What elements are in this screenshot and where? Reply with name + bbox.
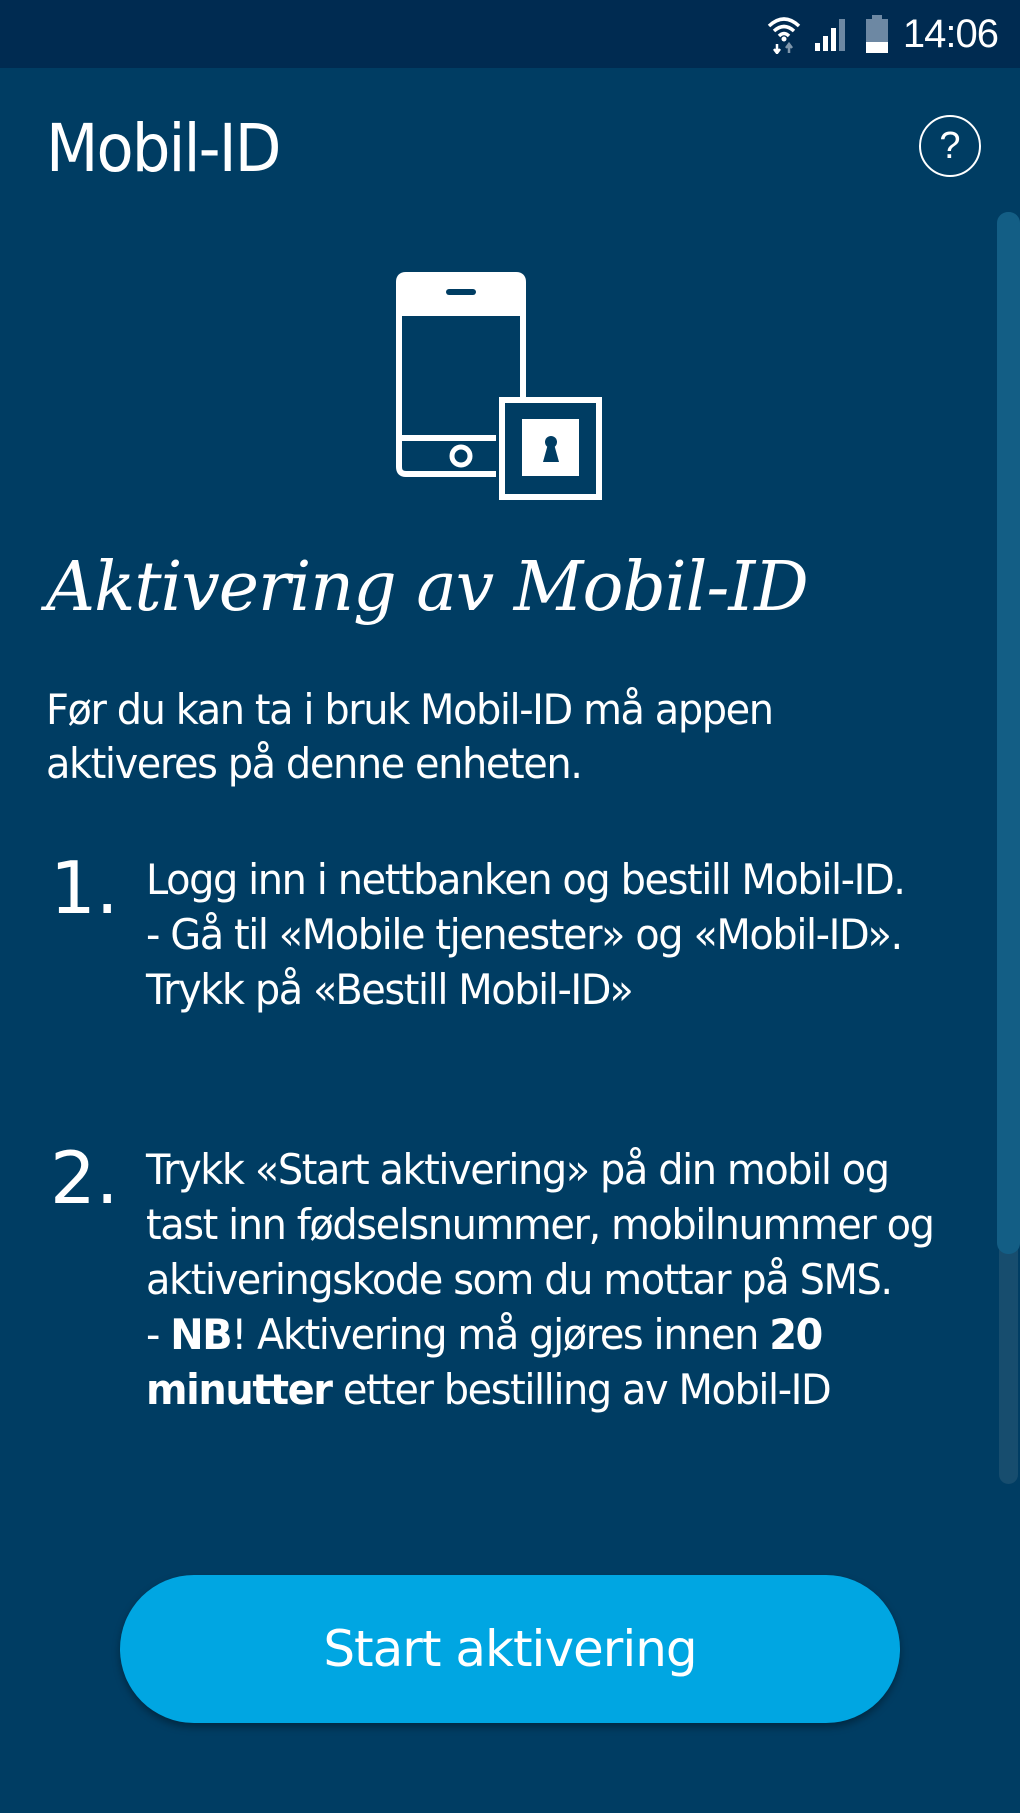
step-number: 2. [50, 1136, 119, 1220]
signal-icon [815, 17, 851, 51]
step-text [146, 1142, 963, 1417]
intro-text: Før du kan ta i bruk Mobil-ID må appen aktiveres på denne enheten. [46, 685, 773, 788]
note-prefix: - [146, 1310, 171, 1359]
start-activation-button[interactable]: Start aktivering [120, 1575, 900, 1723]
step-instruction: Trykk «Start aktivering» på din mobil og tast inn fødselsnummer, mobilnummer og aktiveringskode som du mottar på SMS. [146, 1145, 934, 1304]
status-bar [0, 0, 1020, 68]
app-bar [0, 68, 1020, 228]
step-number: 1. [50, 846, 119, 930]
step-text [146, 852, 963, 1017]
app-title: Mobil-ID [46, 110, 280, 187]
note-suffix: etter bestilling av Mobil-ID [331, 1365, 831, 1414]
page-heading: Aktivering av Mobil-ID [46, 548, 808, 627]
question-mark-icon: ? [939, 124, 961, 167]
battery-icon [865, 15, 889, 53]
step-note [146, 1307, 963, 1417]
clock: 14:06 [902, 11, 998, 56]
step-instruction: Logg inn i nettbanken og bestill Mobil-ID. [146, 855, 905, 904]
note-text: ! Aktivering må gjøres innen [231, 1310, 770, 1359]
phone-with-lock-icon [396, 272, 602, 500]
note-deadline: 20 minutter [146, 1310, 822, 1414]
help-button[interactable] [919, 115, 981, 177]
wifi-icon [767, 14, 801, 54]
note-nb: NB [170, 1310, 232, 1359]
scrollbar-thumb[interactable] [997, 212, 1020, 1254]
step-detail: - Gå til «Mobile tjenester» og «Mobil-ID». Trykk på «Bestill Mobil-ID» [146, 910, 902, 1014]
